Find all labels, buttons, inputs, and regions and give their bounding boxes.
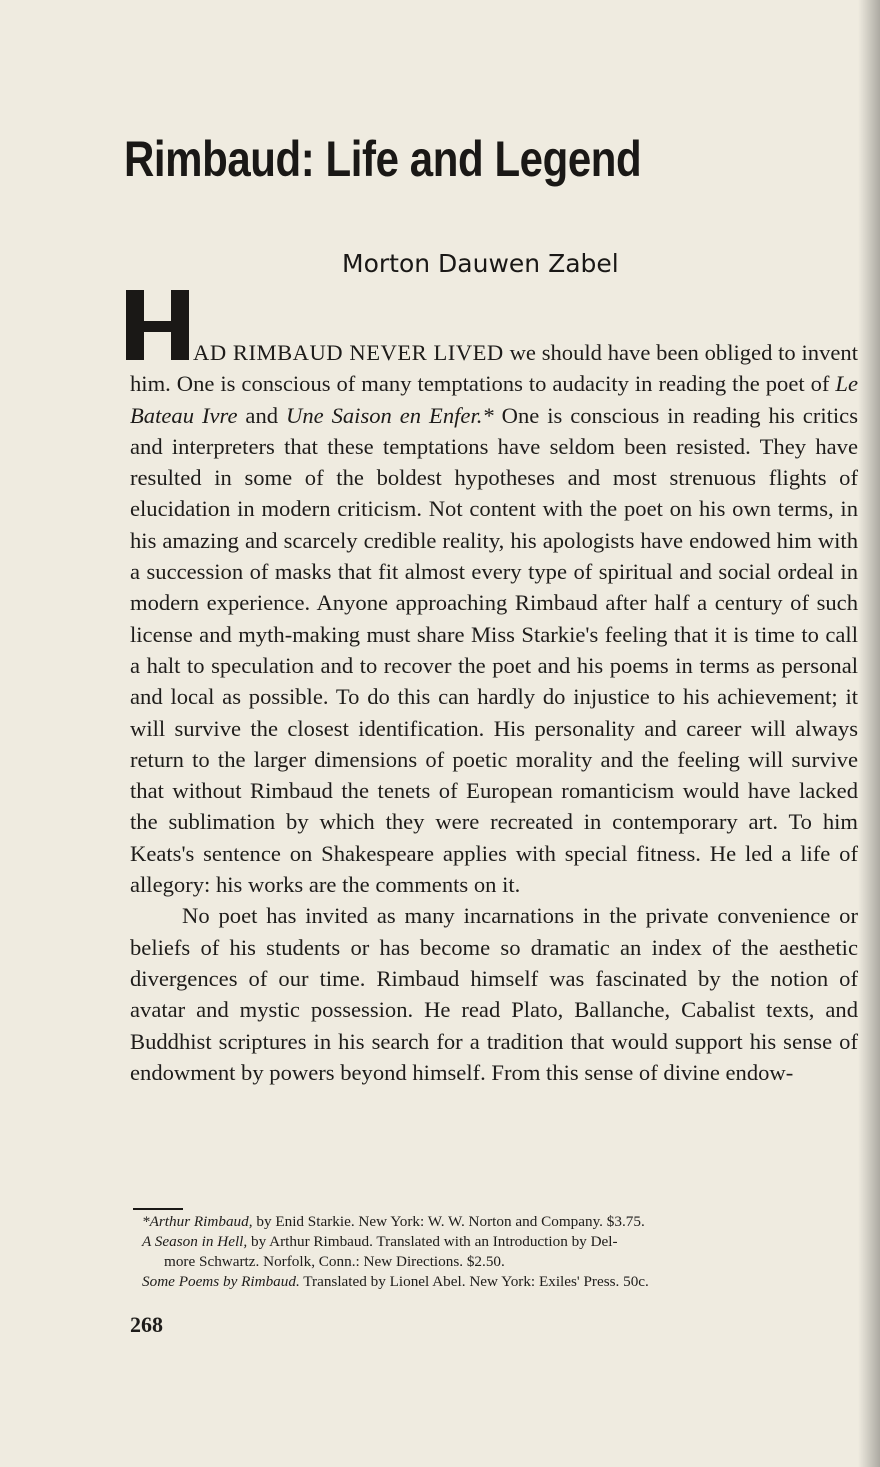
footnote-1-title: *Arthur Rimbaud, xyxy=(142,1213,253,1230)
article-author: Morton Dauwen Zabel xyxy=(342,249,619,278)
title-le-bateau-ivre: Le Bateau Ivre xyxy=(130,371,858,428)
title-une-saison-en-enfer: Une Saison en Enfer.* xyxy=(286,402,494,428)
paragraph-1-text-a: we should have been obliged to invent him. One is conscious of many temptations to audacity in reading the poet of xyxy=(130,340,858,397)
footnote-rule xyxy=(133,1208,183,1210)
footnote-3: Some Poems by Rimbaud. Translated by Lionel Abel. New York: Exiles' Press. 50c. xyxy=(142,1273,649,1290)
article-body xyxy=(130,337,858,1088)
footnote-2-continued: more Schwartz. Norfolk, Conn.: New Directions. $2.50. xyxy=(164,1253,505,1270)
article-title: Rimbaud: Life and Legend xyxy=(124,131,642,187)
footnotes xyxy=(142,1212,867,1292)
footnote-2-title: A Season in Hell, xyxy=(142,1233,248,1250)
footnote-1: *Arthur Rimbaud, by Enid Starkie. New York: W. W. Norton and Company. $3.75. xyxy=(142,1213,645,1230)
paragraph-1-text-b: One is conscious in reading his critics and interpreters that these temptations have seldom been resisted. They have resulted in some of the boldest hypotheses and most strenuous flights of elucidation in modern criticism. Not content with the poet on his own terms, in his amazing and scarcely credible reality, his apologists have endowed him with a succession of masks that fit almost every type of spiritual and social ordeal in modern experience. Anyone approaching Rimbaud after half a century of such license and myth-making must share Miss Starkie's feeling that it is time to call a halt to speculation and to recover the poet and his poems in terms as personal and local as possible. To do this can hardly do injustice to his achievement; it will survive the closest identification. His personality and career will always return to the larger dimensions of poetic morality and the feeling will survive that without Rimbaud the tenets of European romanticism would have lacked the sublimation by which they were recreated in contemporary art. To him Keats's sentence on Shakespeare applies with special fitness. He led a life of allegory: his works are the comments on it. xyxy=(130,402,858,898)
opening-words: AD RIMBAUD NEVER LIVED xyxy=(193,340,504,365)
conjunction-and: and xyxy=(237,402,286,428)
paragraph-2: No poet has invited as many incarnations in the private convenience or beliefs of his students or has become so dramatic an index of the aesthetic divergences of our time. Rimbaud himself was fascinated by the notion of avatar and mystic possession. He read Plato, Ballanche, Cabalist texts, and Buddhist scriptures in his search for a tradition that would support his sense of endowment by powers beyond himself. From this sense of divine endow- xyxy=(130,903,858,1085)
page-edge-shadow xyxy=(858,0,880,1467)
paragraph-1 xyxy=(130,337,858,900)
footnote-3-title: Some Poems by Rimbaud. xyxy=(142,1273,300,1290)
page-number: 268 xyxy=(130,1312,163,1337)
footnote-2: A Season in Hell, by Arthur Rimbaud. Translated with an Introduction by Del- xyxy=(142,1233,618,1250)
